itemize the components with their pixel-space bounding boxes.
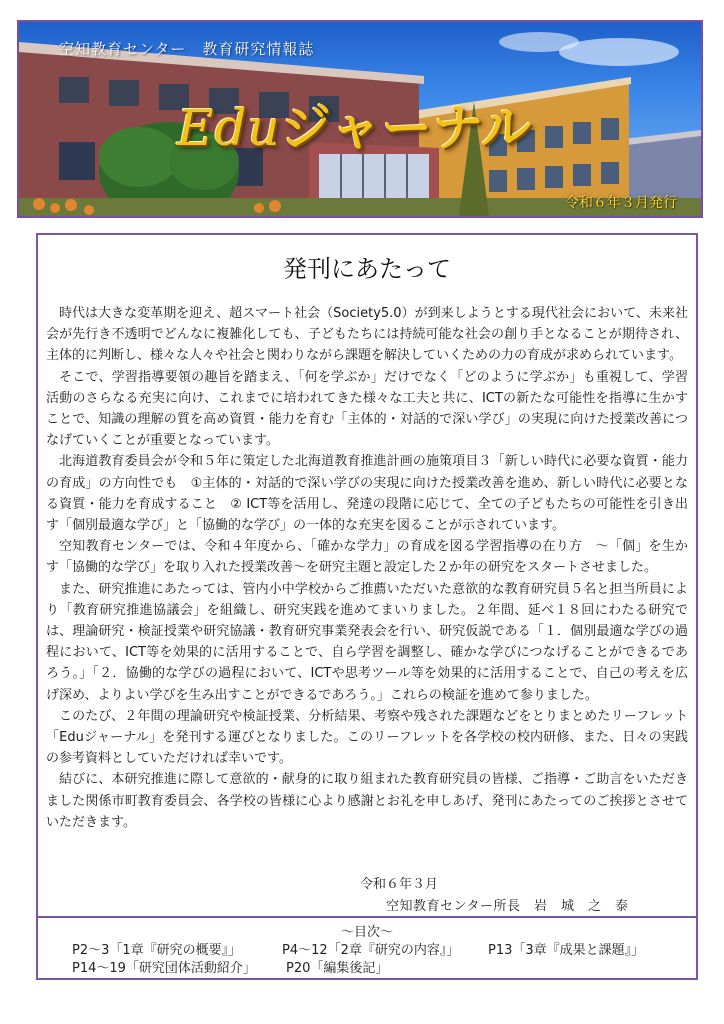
toc-item[interactable]: P20「編集後記」 — [286, 961, 389, 976]
article-headline: 発刊にあたって — [283, 255, 451, 283]
table-of-contents — [36, 916, 698, 980]
article-body — [46, 303, 688, 833]
issue-date: 令和６年３月発行 — [565, 195, 677, 211]
toc-item[interactable]: P4～12「2章『研究の内容』」 — [282, 943, 460, 958]
paragraph: 北海道教育委員会が令和５年に策定した北海道教育推進計画の施策項目３「新しい時代に必要な資質・能力の育成」の方向性でも ①主体的・対話的で深い学びの実現に向けた授業改善を進め、新しい時代に必要となる資質・能力を育成すること ② ICT等を活用し、発達の段階に応じて、全ての子どもたちの可能性を引き出す「個別最適な学び」と「協働的な学び」の一体的な充実を図ることが示されています。 — [46, 454, 688, 534]
journal-subtitle: 空知教育センター 教育研究情報誌 — [59, 40, 315, 58]
signature-date: 令和６年３月 — [360, 877, 439, 892]
paragraph: 時代は大きな変革期を迎え、超スマート社会（Society5.0）が到来しようとする現代社会において、未来社会が先行き不透明でどんなに複雑化しても、子どもたちには持続可能な社会の創り手となることが期待され、主体的に判断し、様々な人々や社会と関わりながら課題を解決していくための力の育成が求められています。 — [46, 306, 688, 364]
toc-item[interactable]: P2～3「1章『研究の概要』」 — [72, 943, 242, 958]
paragraph: 空知教育センターでは、令和４年度から、「確かな学力」の育成を図る学習指導の在り方 ～「個」を生かす「協働的な学び」を取り入れた授業改善～を研究主題と設定した２か年の研究をスタートさせました。 — [46, 539, 688, 576]
journal-title-latin: Edu — [177, 99, 281, 157]
toc-item[interactable]: P13「3章『成果と課題』」 — [488, 943, 645, 958]
signature-name: 空知教育センター所長 岩 城 之 泰 — [386, 899, 629, 914]
foreword-article — [36, 233, 698, 918]
toc-title: ～目次～ — [340, 925, 393, 940]
paragraph: そこで、学習指導要領の趣旨を踏まえ、「何を学ぶか」だけでなく「どのように学ぶか」も重視して、学習活動のさらなる充実に向け、これまでに培われてきた様々な工夫と共に、ICTの新たな可能性を指導に生かすことで、知識の理解の質を高め資質・能力を育む「主体的・対話的で深い学び」の実現に向けた授業改善につなげていくことが重要となっています。 — [46, 369, 688, 449]
toc-item[interactable]: P14～19「研究団体活動紹介」 — [72, 961, 256, 976]
journal-title-kana: ジャーナル — [280, 99, 533, 157]
paragraph: このたび、２年間の理論研究や検証授業、分析結果、考察や残された課題などをとりまとめたリーフレット「Eduジャーナル」を発刊する運びとなりました。このリーフレットを各学校の校内研修、また、日々の実践の参考資料としていただければ幸いです。 — [46, 708, 688, 767]
journal-title — [177, 88, 532, 160]
header-banner — [17, 20, 703, 218]
paragraph: 結びに、本研究推進に際して意欲的・献身的に取り組まれた教育研究員の皆様、ご指導・ご助言をいただきました関係市町教育委員会、各学校の皆様に心より感謝とお礼を申しあげ、発刊にあたってのご挨拶とさせていただきます。 — [46, 772, 688, 830]
paragraph: また、研究推進にあたっては、管内小中学校からご推薦いただいた意欲的な教育研究員５名と担当所員により「教育研究推進協議会」を組織し、研究実践を進めてまいりました。２年間、延べ１８回にわたる研究では、理論研究・検証授業や研究協議・教育研究事業発表会を行い、研究仮説である「１．個別最適な学びの過程において、ICT等を効果的に活用することで、自ら学習を調整し、確かな学びにつなげることができるであろう。」「２．協働的な学びの過程において、ICTや思考ツール等を効果的に活用することで、自己の考えを広げ深め、よりよい学びを生み出すことができるであろう。」これらの検証を進めて参りました。 — [46, 581, 688, 703]
